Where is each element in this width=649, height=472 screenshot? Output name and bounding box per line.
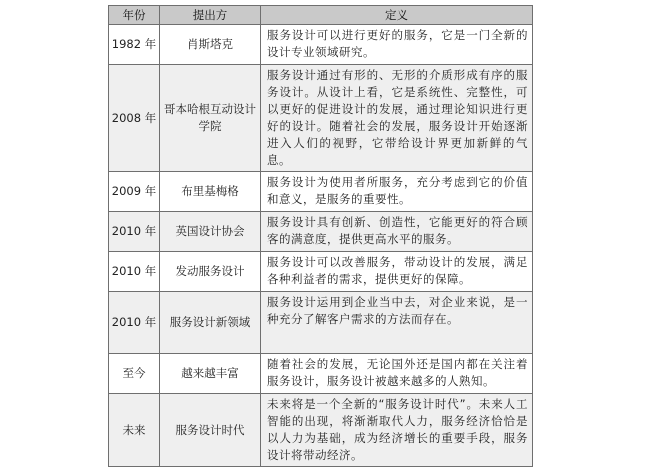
proposer-cell: 哥本哈根互动设计学院: [160, 65, 261, 172]
proposer-cell: 服务设计新领域: [160, 292, 261, 354]
table-row: [109, 394, 533, 467]
proposer-cell: 越来越丰富: [160, 354, 261, 394]
header-proposer: 提出方: [160, 6, 261, 25]
table-row: [109, 354, 533, 394]
table-row: [109, 65, 533, 172]
proposer-cell: 发动服务设计: [160, 252, 261, 292]
table-row: [109, 212, 533, 252]
table-header-row: [109, 6, 533, 25]
proposer-cell: 布里基梅格: [160, 172, 261, 212]
year-cell: 2010 年: [109, 212, 160, 252]
year-cell: 1982 年: [109, 25, 160, 65]
header-definition: 定义: [261, 6, 533, 25]
proposer-cell: 英国设计协会: [160, 212, 261, 252]
table-row: [109, 292, 533, 354]
year-cell: 至今: [109, 354, 160, 394]
definition-cell: 服务设计具有创新、创造性，它能更好的符合顾客的满意度，提供更高水平的服务。: [261, 212, 533, 252]
definition-cell: 服务设计为使用者所服务，充分考虑到它的价值和意义，是服务的重要性。: [261, 172, 533, 212]
definition-cell: 服务设计可以进行更好的服务，它是一门全新的设计专业领域研究。: [261, 25, 533, 65]
year-cell: 2010 年: [109, 292, 160, 354]
service-design-definitions-table-wrapper: [108, 5, 532, 467]
definition-cell: 服务设计通过有形的、无形的介质形成有序的服务设计。从设计上看，它是系统性、完整性，可以更好的促进设计的发展，通过理论知识进行更好的设计。随着社会的发展，服务设计开始逐渐进入人们的视野，它带给设计界更加新鲜的气息。: [261, 65, 533, 172]
table-row: [109, 252, 533, 292]
definition-cell: 服务设计运用到企业当中去，对企业来说，是一种充分了解客户需求的方法而存在。: [261, 292, 533, 354]
year-cell: 2009 年: [109, 172, 160, 212]
year-cell: 未来: [109, 394, 160, 467]
service-design-definitions-table: [108, 5, 533, 467]
table-row: [109, 172, 533, 212]
proposer-cell: 肖斯塔克: [160, 25, 261, 65]
definition-cell: 服务设计可以改善服务，带动设计的发展，满足各种利益者的需求，提供更好的保障。: [261, 252, 533, 292]
year-cell: 2010 年: [109, 252, 160, 292]
header-year: 年份: [109, 6, 160, 25]
table-row: [109, 25, 533, 65]
year-cell: 2008 年: [109, 65, 160, 172]
definition-cell: 随着社会的发展，无论国外还是国内都在关注着服务设计，服务设计被越来越多的人熟知。: [261, 354, 533, 394]
proposer-cell: 服务设计时代: [160, 394, 261, 467]
definition-cell: 未来将是一个全新的“服务设计时代”。未来人工智能的出现，将渐渐取代人力，服务经济恰恰是以人力为基础，成为经济增长的重要手段，服务设计将带动经济。: [261, 394, 533, 467]
